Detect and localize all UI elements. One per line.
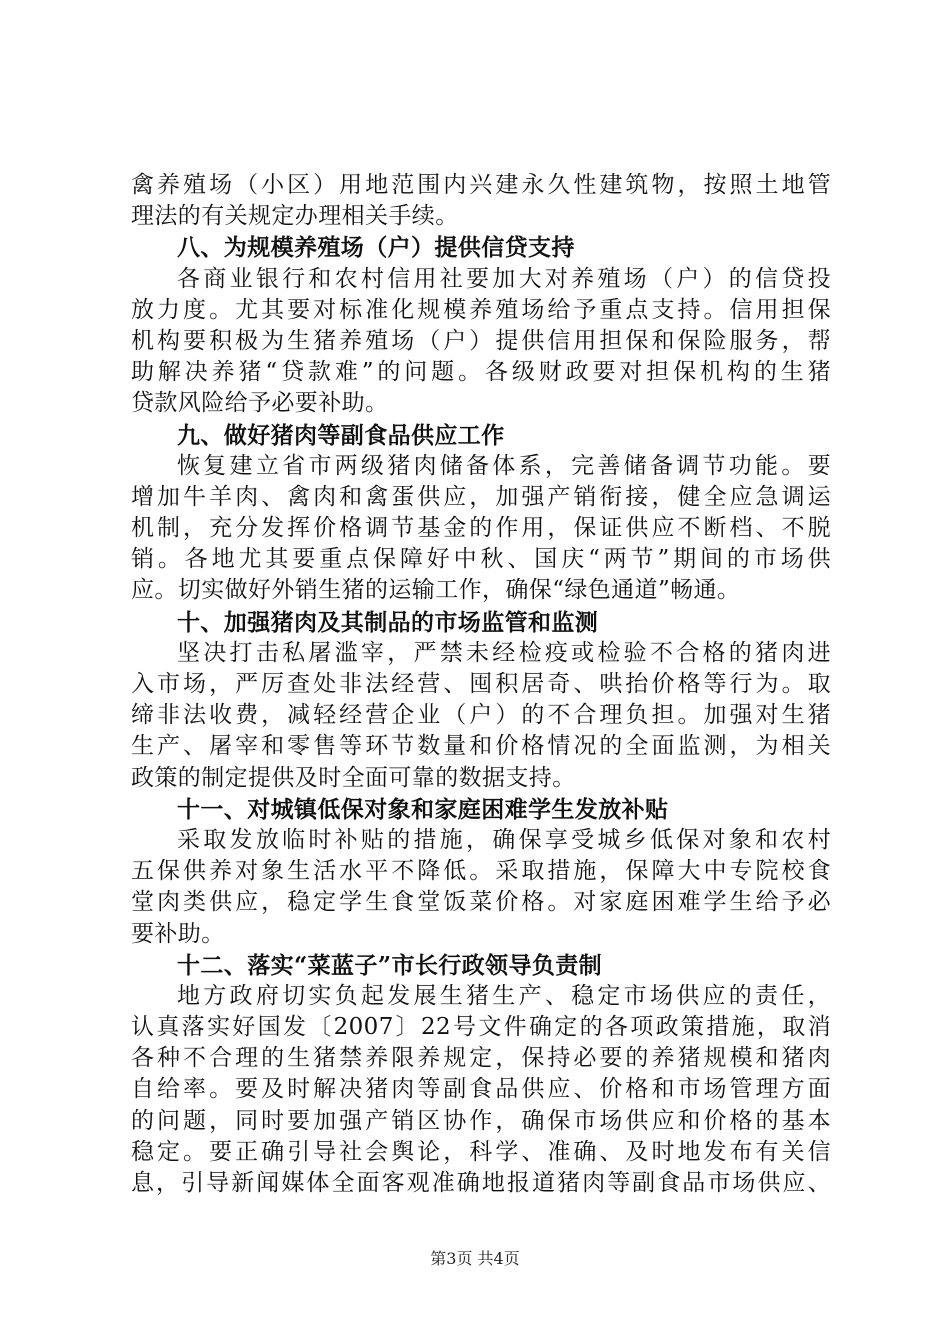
- paragraph-line: 贷款风险给予必要补助。: [131, 390, 389, 417]
- paragraph-line: 生产、屠宰和零售等环节数量和价格情况的全面监测，为相关: [131, 733, 831, 760]
- page-number-footer: 第3页 共4页: [430, 1249, 520, 1268]
- paragraph-line: 认真落实好国发〔2007〕22号文件确定的各项政策措施，取消: [131, 1014, 831, 1041]
- paragraph-line: 五保供养对象生活水平不降低。采取措施，保障大中专院校食: [131, 858, 831, 885]
- paragraph-line: 采取发放临时补贴的措施，确保享受城乡低保对象和农村: [177, 826, 831, 853]
- paragraph-line: 销。各地尤其要重点保障好中秋、国庆“两节”期间的市场供: [131, 546, 831, 573]
- paragraph-line: 缔非法收费，减轻经营企业（户）的不合理负担。加强对生猪: [131, 702, 831, 729]
- paragraph-line: 地方政府切实负起发展生猪生产、稳定市场供应的责任，: [177, 982, 831, 1009]
- section-heading-12: 十二、落实“菜蓝子”市长行政领导负责制: [177, 951, 603, 979]
- section-heading-9: 九、做好猪肉等副食品供应工作: [177, 421, 505, 449]
- paragraph-line: 自给率。要及时解决猪肉等副食品供应、价格和市场管理方面: [131, 1076, 831, 1103]
- paragraph-line: 的问题，同时要加强产销区协作，确保市场供应和价格的基本: [131, 1107, 831, 1134]
- paragraph-line: 应。切实做好外销生猪的运输工作，确保“绿色通道”畅通。: [131, 577, 741, 604]
- paragraph-line: 要补助。: [131, 920, 225, 947]
- section-heading-8: 八、为规模养殖场（户）提供信贷支持: [177, 234, 575, 262]
- paragraph-line: 助解决养猪“贷款难”的问题。各级财政要对担保机构的生猪: [131, 359, 831, 386]
- paragraph-line: 机制，充分发挥价格调节基金的作用，保证供应不断档、不脱: [131, 515, 831, 542]
- paragraph-line: 息，引导新闻媒体全面客观准确地报道猪肉等副食品市场供应、: [131, 1170, 831, 1196]
- document-body: [131, 170, 831, 1199]
- paragraph-line: 堂肉类供应，稳定学生食堂饭菜价格。对家庭困难学生给予必: [131, 889, 831, 916]
- section-heading-10: 十、加强猪肉及其制品的市场监管和监测: [177, 608, 599, 636]
- paragraph-line: 坚决打击私屠滥宰，严禁未经检疫或检验不合格的猪肉进: [177, 639, 831, 666]
- paragraph-line: 放力度。尤其要对标准化规模养殖场给予重点支持。信用担保: [131, 296, 831, 323]
- section-heading-11: 十一、对城镇低保对象和家庭困难学生发放补贴: [177, 795, 669, 823]
- paragraph-line: 增加牛羊肉、禽肉和禽蛋供应，加强产销衔接，健全应急调运: [131, 483, 831, 510]
- paragraph-line: 禽养殖场（小区）用地范围内兴建永久性建筑物，按照土地管: [131, 172, 831, 198]
- paragraph-line: 机构要积极为生猪养殖场（户）提供信用担保和保险服务，帮: [131, 327, 831, 354]
- paragraph-line: 各种不合理的生猪禁养限养规定，保持必要的养猪规模和猪肉: [131, 1045, 831, 1072]
- paragraph-line: 稳定。要正确引导社会舆论，科学、准确、及时地发布有关信: [131, 1138, 831, 1165]
- paragraph-line: 入市场，严厉查处非法经营、囤积居奇、哄抬价格等行为。取: [131, 671, 831, 697]
- paragraph-line: 理法的有关规定办理相关手续。: [131, 203, 459, 230]
- paragraph-line: 恢复建立省市两级猪肉储备体系，完善储备调节功能。要: [177, 452, 831, 479]
- paragraph-line: 各商业银行和农村信用社要加大对养殖场（户）的信贷投: [177, 265, 831, 292]
- paragraph-line: 政策的制定提供及时全面可靠的数据支持。: [131, 764, 576, 791]
